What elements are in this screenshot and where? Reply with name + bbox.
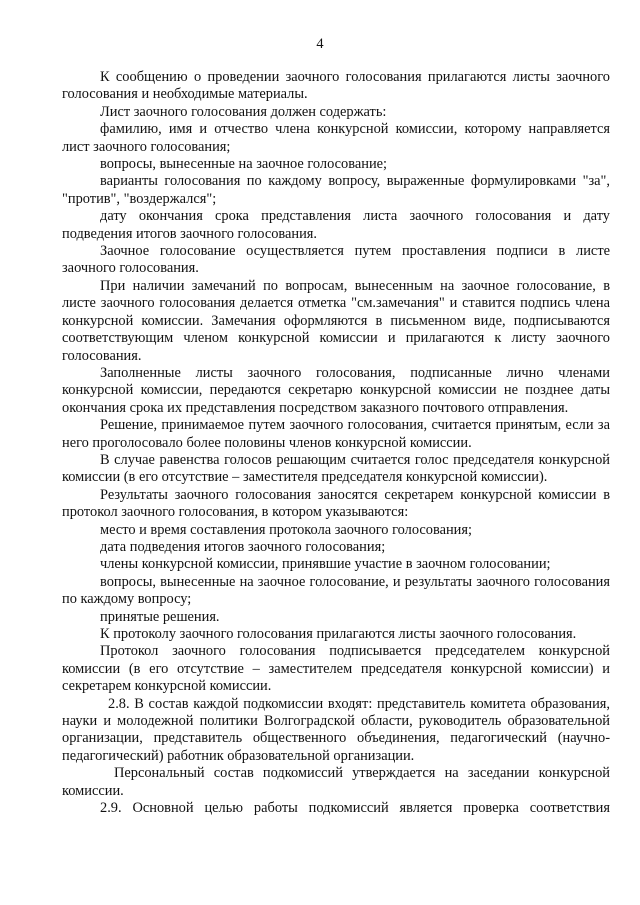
paragraph: место и время составления протокола заочного голосования;	[100, 521, 472, 538]
paragraph: принятые решения.	[100, 608, 220, 625]
paragraph: Результаты заочного голосования заносятся секретарем конкурсной комиссии в протокол заочного голосования, в котором указываются:	[62, 486, 610, 521]
paragraph: Решение, принимаемое путем заочного голосования, считается принятым, если за него проголосовало более половины членов конкурсной комиссии.	[62, 417, 610, 451]
paragraph: К протоколу заочного голосования прилагаются листы заочного голосования.	[100, 626, 577, 642]
paragraph: Заполненные листы заочного голосования, подписанные лично членами конкурсной комиссии, передаются секретарю конкурсной комиссии не позднее даты окончания срока их представления посредством заказного почтового отправления.	[62, 364, 610, 416]
paragraph: члены конкурсной комиссии, принявшие участие в заочном голосовании;	[100, 556, 551, 573]
paragraph: Лист заочного голосования должен содержать:	[100, 103, 387, 120]
page-number: 4	[316, 36, 324, 52]
section-paragraph-2-9: 2.9. Основной целью работы подкомиссий является проверка соответствия	[100, 800, 610, 817]
paragraph: фамилию, имя и отчество члена конкурсной комиссии, которому направляется лист заочного голосования;	[62, 121, 610, 155]
paragraph: дата подведения итогов заочного голосования;	[100, 538, 386, 555]
document-body	[62, 69, 610, 817]
paragraph: варианты голосования по каждому вопросу, выраженные формулировками "за", "против", "воздержался";	[62, 173, 610, 207]
paragraph: вопросы, вынесенные на заочное голосование;	[100, 156, 388, 173]
section-paragraph-2-8: 2.8. В состав каждой подкомиссии входят: представитель комитета образования, науки и молодежной политики Волгоградской области, руководитель образовательной организации, представитель общественного объединения, педагогический (научно-педагогический) работник образовательной организации.	[62, 695, 610, 764]
paragraph: Персональный состав подкомиссий утверждается на заседании конкурсной комиссии.	[62, 765, 610, 799]
paragraph: дату окончания срока представления листа заочного голосования и дату подведения итогов заочного голосования.	[62, 208, 610, 242]
paragraph: В случае равенства голосов решающим считается голос председателя конкурсной комиссии (в его отсутствие – заместителя председателя конкурсной комиссии).	[62, 451, 610, 486]
paragraph: При наличии замечаний по вопросам, вынесенным на заочное голосование, в листе заочного голосования делается отметка "см.замечания" и ставится подпись члена конкурсной комиссии. Замечания оформляются в письменном виде, подписываются соответствующим членом конкурсной комиссии и прилагаются к листу заочного голосования.	[62, 277, 610, 364]
paragraph: Заочное голосование осуществляется путем проставления подписи в листе заочного голосования.	[62, 243, 610, 277]
paragraph: К сообщению о проведении заочного голосования прилагаются листы заочного голосования и необходимые материалы.	[62, 69, 610, 103]
paragraph: Протокол заочного голосования подписывается председателем конкурсной комиссии (в его отсутствие – заместителем председателя конкурсной комиссии) и секретарем конкурсной комиссии.	[62, 643, 610, 695]
paragraph: вопросы, вынесенные на заочное голосование, и результаты заочного голосования по каждому вопросу;	[62, 573, 610, 608]
